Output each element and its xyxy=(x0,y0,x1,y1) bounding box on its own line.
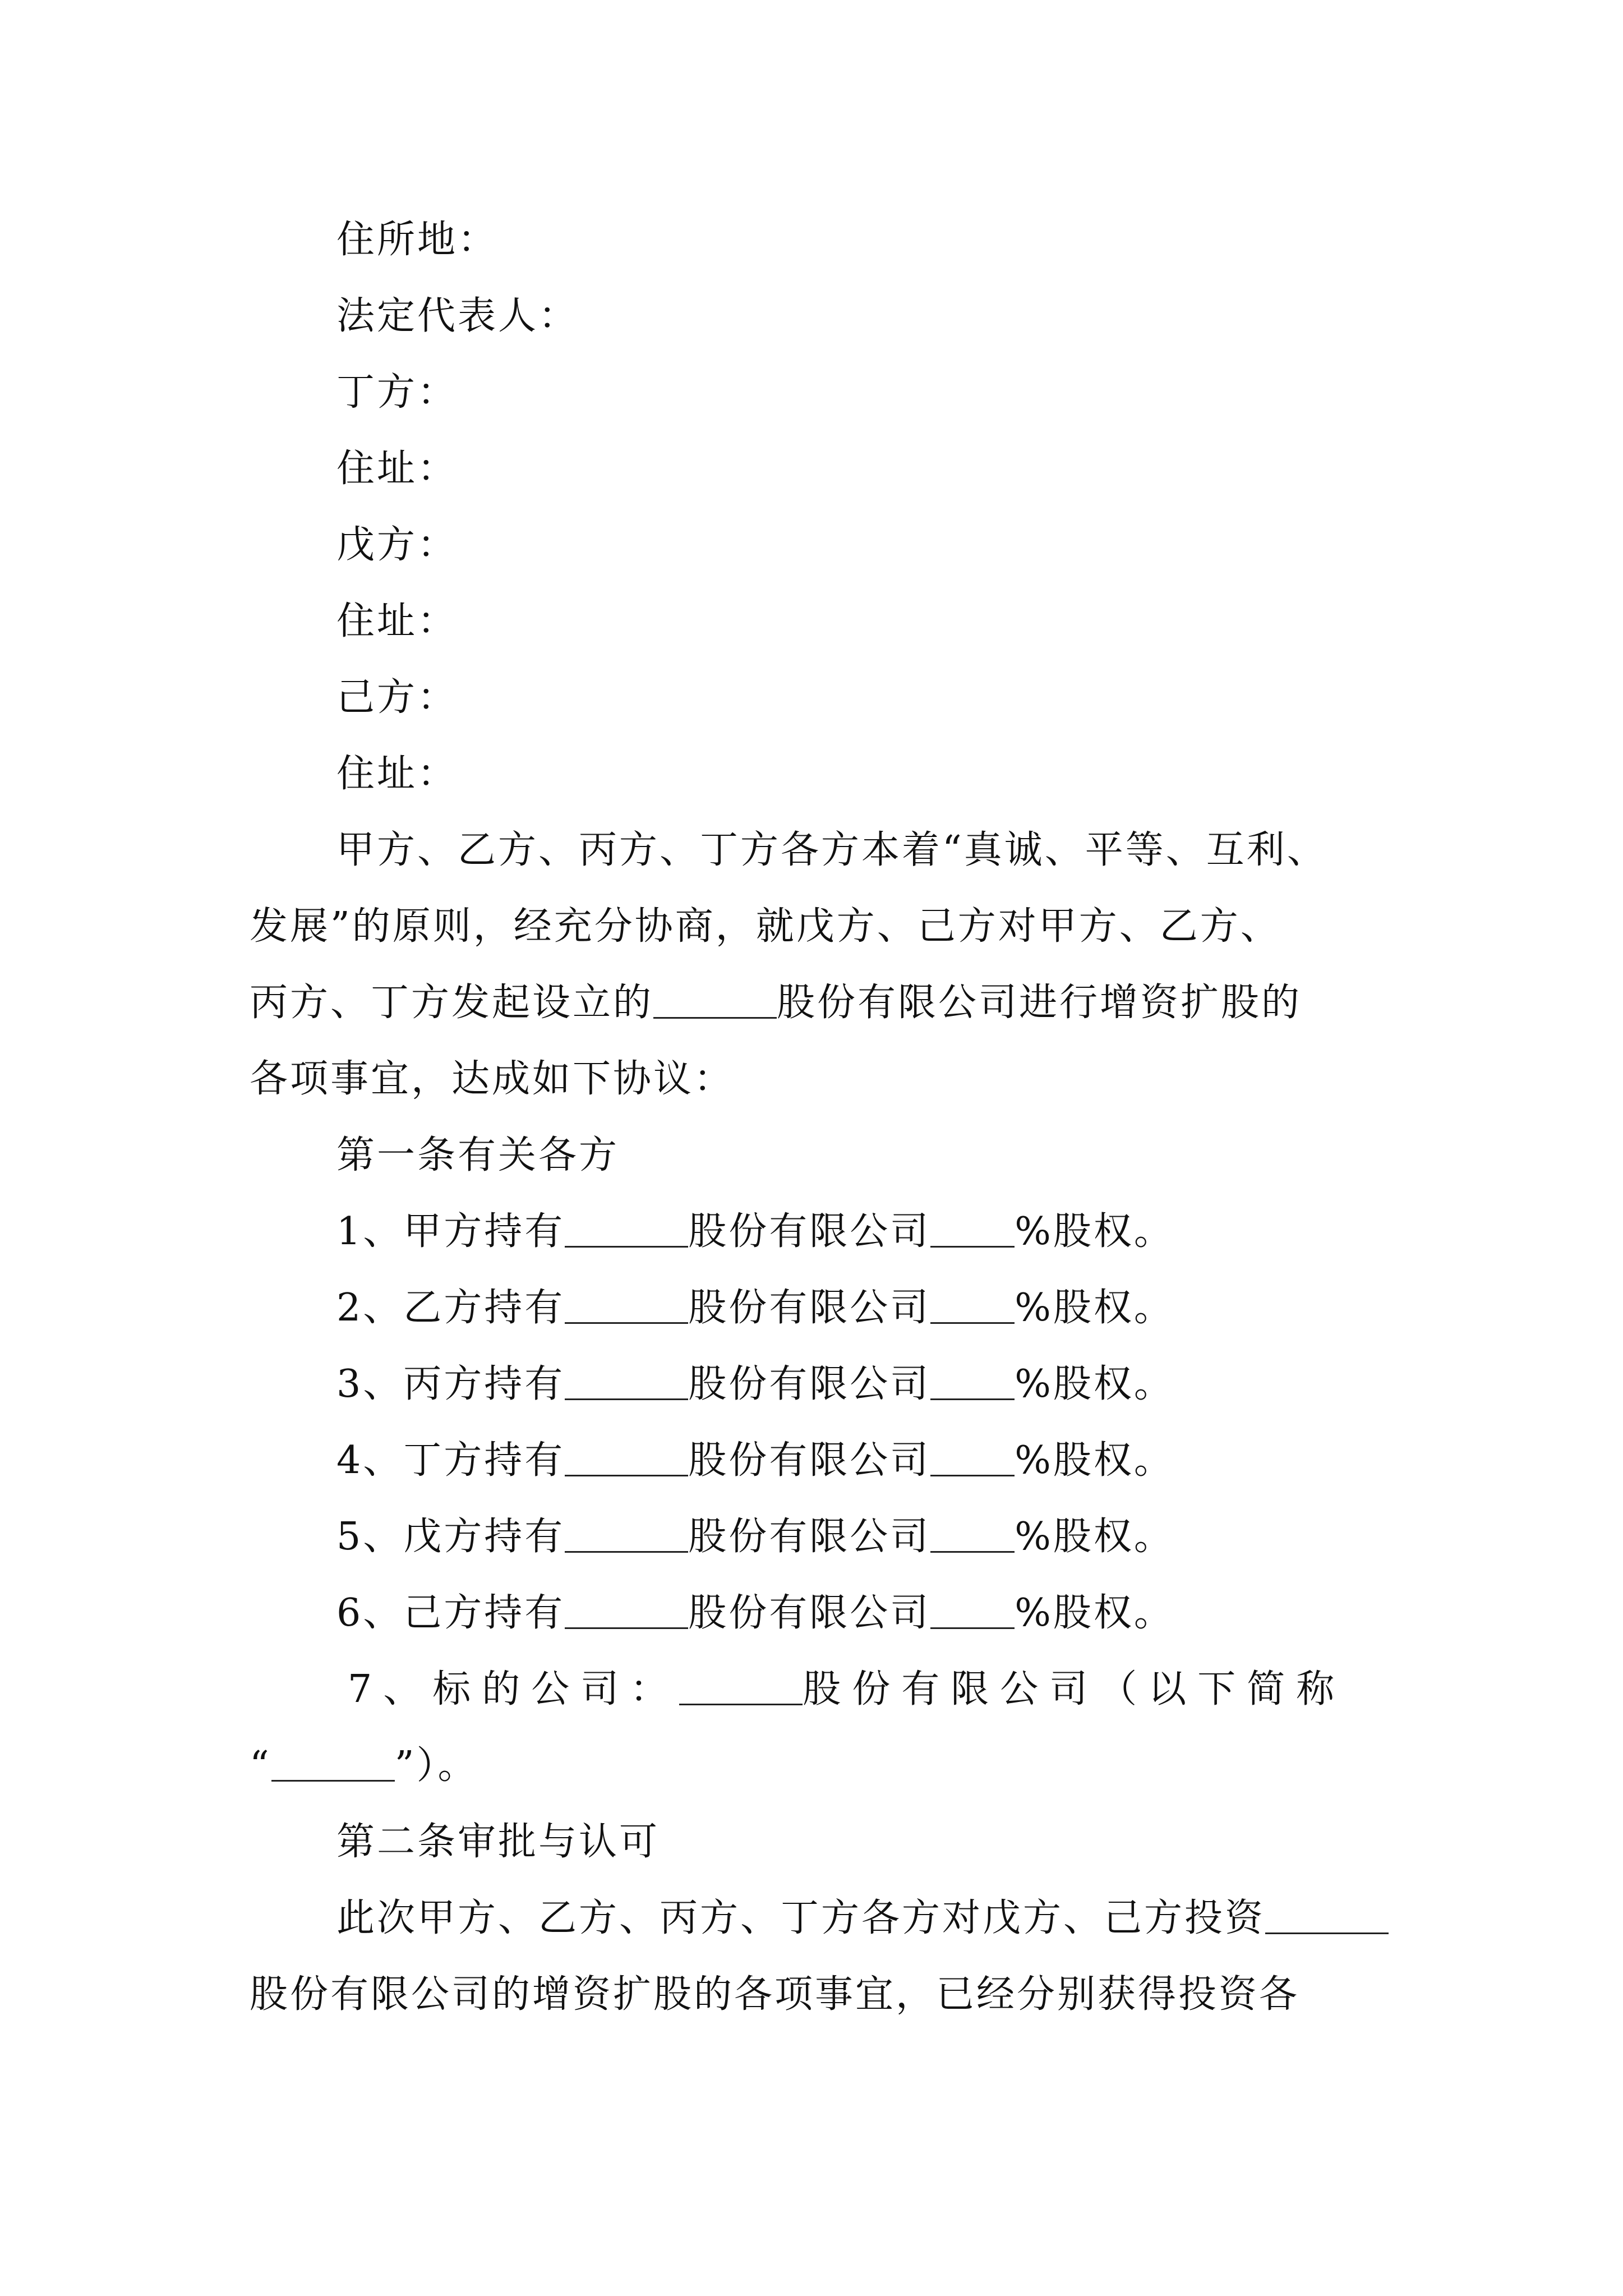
item-3-percent-blank xyxy=(930,1365,1015,1400)
item-5-percent-blank xyxy=(930,1517,1015,1553)
intro-line-4: 各项事宜，达成如下协议： xyxy=(250,1057,735,1101)
item-5-company: 股份有限公司 xyxy=(688,1515,931,1559)
article-1-item-4 xyxy=(336,1434,1174,1488)
article-1-title: 第一条有关各方 xyxy=(336,1133,620,1177)
item-1-percent-blank xyxy=(930,1212,1015,1248)
article-2-line-1 xyxy=(336,1892,1389,1945)
item-5-company-blank xyxy=(565,1517,688,1553)
item-3-company-blank xyxy=(565,1365,688,1400)
article-1-item-7-abbrev xyxy=(250,1739,478,1793)
item-1-prefix: 1、甲方持有 xyxy=(336,1209,565,1254)
item-4-prefix: 4、丁方持有 xyxy=(336,1438,565,1483)
article-1-item-7 xyxy=(348,1663,1345,1717)
article-2-title: 第二条审批与认可 xyxy=(336,1820,660,1864)
item-3-company: 股份有限公司 xyxy=(688,1362,931,1406)
item-2-percent-blank xyxy=(930,1289,1015,1324)
item-4-company-blank xyxy=(565,1441,688,1476)
item-1-suffix: %股权。 xyxy=(1015,1209,1174,1254)
item-6-suffix: %股权。 xyxy=(1015,1591,1174,1635)
item-2-company: 股份有限公司 xyxy=(688,1286,931,1330)
article-1-item-5 xyxy=(336,1510,1174,1564)
item-1-company: 股份有限公司 xyxy=(688,1209,931,1254)
article-1-item-6 xyxy=(336,1586,1174,1640)
item-3-suffix: %股权。 xyxy=(1015,1362,1174,1406)
field-legal-representative: 法定代表人： xyxy=(336,294,579,338)
article-1-item-2 xyxy=(336,1281,1174,1335)
item-2-suffix: %股权。 xyxy=(1015,1286,1174,1330)
field-party-ji: 己方： xyxy=(336,675,458,720)
item-4-percent-blank xyxy=(930,1441,1015,1476)
item-7-quote-close: ”）。 xyxy=(394,1743,478,1788)
item-1-company-blank xyxy=(565,1212,688,1248)
item-5-prefix: 5、戊方持有 xyxy=(336,1515,565,1559)
item-7-company-blank xyxy=(679,1670,803,1705)
article-2-line-1-text: 此次甲方、乙方、丙方、丁方各方对戊方、己方投资 xyxy=(336,1896,1266,1940)
item-7-label: 7、标的公司： xyxy=(348,1667,680,1711)
field-address-wu: 住址： xyxy=(336,599,458,643)
item-6-percent-blank xyxy=(930,1594,1015,1629)
article-2-line-2: 股份有限公司的增资扩股的各项事宜，已经分别获得投资各 xyxy=(250,1972,1300,2017)
company-name-blank xyxy=(653,983,777,1019)
item-6-company-blank xyxy=(565,1594,688,1629)
intro-line-3 xyxy=(250,976,1302,1030)
item-6-company: 股份有限公司 xyxy=(688,1591,931,1635)
field-residence: 住所地： xyxy=(336,218,499,262)
item-2-prefix: 2、乙方持有 xyxy=(336,1286,565,1330)
field-address-ji: 住址： xyxy=(336,752,458,796)
item-3-prefix: 3、丙方持有 xyxy=(336,1362,565,1406)
intro-line-2: 发展”的原则，经充分协商，就戊方、己方对甲方、乙方、 xyxy=(250,904,1281,949)
item-5-suffix: %股权。 xyxy=(1015,1515,1174,1559)
intro-line-3-a: 丙方、丁方发起设立的 xyxy=(250,981,654,1025)
field-party-ding: 丁方： xyxy=(336,370,458,415)
item-6-prefix: 6、己方持有 xyxy=(336,1591,565,1635)
article-1-item-1 xyxy=(336,1205,1174,1259)
item-7-quote-open: “ xyxy=(250,1743,271,1788)
field-party-wu: 戊方： xyxy=(336,523,458,567)
intro-line-1: 甲方、乙方、丙方、丁方各方本着“真诚、平等、互利、 xyxy=(336,828,1327,872)
field-address-ding: 住址： xyxy=(336,447,458,491)
item-4-company: 股份有限公司 xyxy=(688,1438,931,1483)
item-2-company-blank xyxy=(565,1289,688,1324)
item-7-company: 股份有限公司（以下简称 xyxy=(803,1667,1346,1711)
item-4-suffix: %股权。 xyxy=(1015,1438,1174,1483)
intro-line-3-b: 股份有限公司进行增资扩股的 xyxy=(777,981,1302,1025)
article-2-company-blank xyxy=(1265,1899,1389,1934)
article-1-item-3 xyxy=(336,1358,1174,1411)
item-7-abbrev-blank xyxy=(271,1746,395,1782)
